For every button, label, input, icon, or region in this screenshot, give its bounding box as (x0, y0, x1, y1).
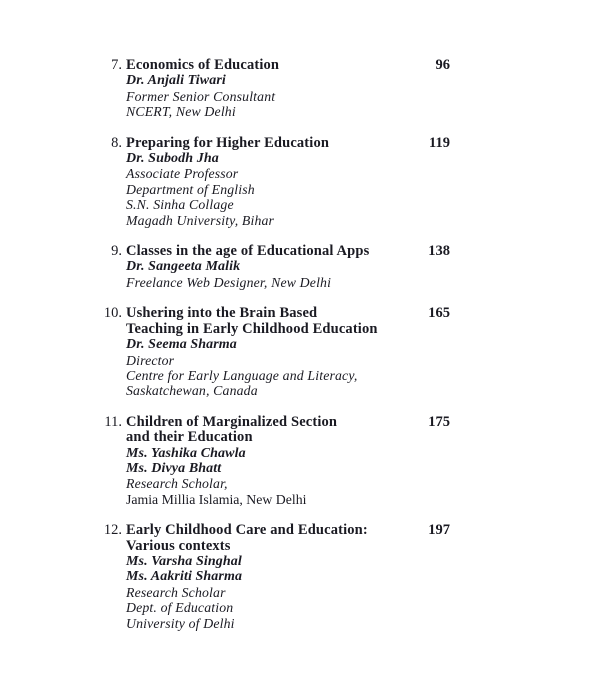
toc-entry-affiliation: Freelance Web Designer, New Delhi (126, 274, 332, 290)
toc-entry-head (0, 58, 600, 120)
toc-entry-affiliation: Dept. of Education (126, 600, 234, 616)
toc-entry-author: Ms. Varsha Singhal (126, 553, 242, 569)
toc-entry-page-number[interactable]: 197 (428, 522, 450, 539)
toc-entry-head (0, 244, 600, 290)
toc-entry-title-line[interactable]: and their Education (126, 429, 253, 446)
toc-entry-affiliation: NCERT, New Delhi (126, 104, 236, 120)
toc-entry-author: Dr. Anjali Tiwari (126, 73, 226, 89)
toc-entry-page-number[interactable]: 119 (429, 134, 450, 151)
toc-entry-head (0, 306, 600, 398)
toc-entry-affiliation: Associate Professor (126, 166, 239, 182)
toc-entry-affiliation: Saskatchewan, Canada (126, 383, 258, 399)
toc-entry-title-line[interactable]: Teaching in Early Childhood Education (126, 320, 378, 337)
toc-entry-title-line[interactable]: Classes in the age of Educational Apps (126, 243, 370, 260)
toc-entry-number: 10. (103, 305, 122, 322)
toc-entry-affiliation: Jamia Millia Islamia, New Delhi (126, 491, 307, 507)
toc-entry-affiliation: Research Scholar (126, 584, 226, 600)
toc-entry-title-line[interactable]: Ushering into the Brain Based (126, 305, 318, 322)
toc-entry-head (0, 523, 600, 631)
toc-entry-affiliation: Centre for Early Language and Literacy, (126, 367, 358, 383)
toc-entry-number: 11. (104, 413, 122, 430)
toc-entry-author: Dr. Sangeeta Malik (126, 259, 241, 275)
toc-entry-affiliation: University of Delhi (126, 615, 235, 631)
toc-entry-page-number[interactable]: 138 (428, 243, 450, 260)
toc-entry-author: Dr. Subodh Jha (126, 151, 219, 167)
toc-entry[interactable] (0, 136, 600, 228)
toc-entry-author: Dr. Seema Sharma (126, 337, 237, 353)
toc-entry-author: Ms. Divya Bhatt (126, 460, 222, 476)
toc-entry-affiliation: Director (126, 352, 175, 368)
toc-entry-page-number[interactable]: 175 (428, 413, 450, 430)
toc-entry-affiliation: Research Scholar, (126, 476, 228, 492)
toc-entry-title-line[interactable]: Various contexts (126, 537, 231, 554)
toc-entry[interactable] (0, 244, 600, 290)
toc-entry-head (0, 415, 600, 507)
toc-entry-page-number[interactable]: 96 (435, 57, 450, 73)
toc-entry-body (126, 415, 450, 507)
toc-entry-page-number[interactable]: 165 (428, 305, 450, 322)
toc-entry-title-line[interactable]: Economics of Education (126, 57, 280, 73)
toc-entry-body (126, 244, 450, 290)
toc-entry-title-line[interactable]: Children of Marginalized Section (126, 413, 338, 430)
toc-entry-number: 12. (103, 522, 122, 539)
toc-entry-title-line[interactable]: Preparing for Higher Education (126, 134, 330, 151)
toc-entry[interactable] (0, 415, 600, 507)
toc-entry-title-line[interactable]: Early Childhood Care and Education: (126, 522, 368, 539)
toc-entry-number: 8. (111, 134, 122, 151)
toc-entry-number: 9. (111, 243, 122, 260)
toc-entry-list (0, 58, 600, 631)
toc-entry-head (0, 136, 600, 228)
toc-entry[interactable] (0, 306, 600, 398)
toc-entry-body (126, 136, 450, 228)
toc-entry[interactable] (0, 523, 600, 631)
toc-entry-body (126, 523, 450, 631)
toc-entry-author: Ms. Aakriti Sharma (126, 569, 243, 585)
toc-entry-affiliation: Former Senior Consultant (126, 88, 276, 104)
toc-entry-affiliation: S.N. Sinha Collage (126, 197, 234, 213)
toc-entry-body (126, 58, 450, 120)
toc-entry-body (126, 306, 450, 398)
toc-entry[interactable] (0, 58, 600, 120)
toc-entry-affiliation: Magadh University, Bihar (126, 212, 275, 228)
toc-entry-author: Ms. Yashika Chawla (126, 445, 246, 461)
toc-entry-number: 7. (111, 57, 122, 73)
toc-entry-affiliation: Department of English (126, 181, 255, 197)
